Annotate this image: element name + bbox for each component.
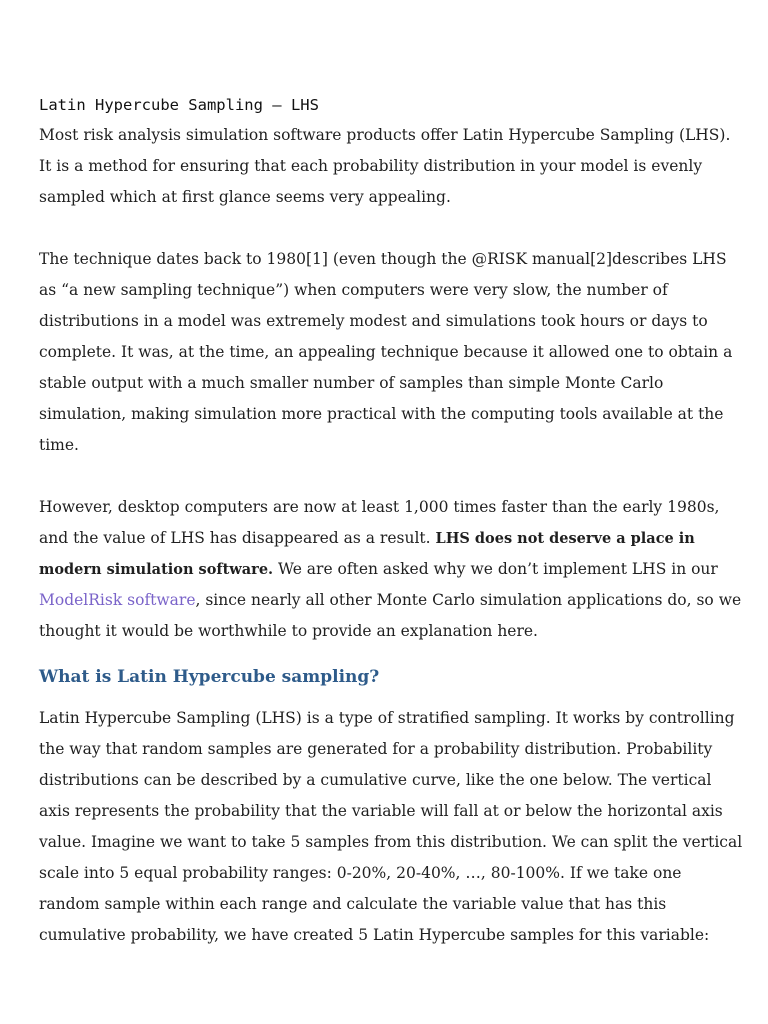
history-paragraph: The technique dates back to 1980[1] (even though the @RISK manual[2]describes LHS as “a new sampling technique”) when computers were very slow, the number of distributions in a model was extremely modest and simulations took hours or days to complete. It was, at the time, an appealing technique because it allowed one to obtain a stable output with a much smaller number of samples than simple Monte Carlo simulation, making simulation more practical with the computing tools available at the time. [39, 250, 733, 454]
section-heading: What is Latin Hypercube sampling? [39, 667, 380, 687]
intro-paragraph: Most risk analysis simulation software products offer Latin Hypercube Sampling (LHS). It is a method for ensuring that each probability distribution in your model is evenly sampled which at first glance seems very appealing. [39, 126, 731, 206]
paragraph3-text-1: However, desktop computers are now at least 1,000 times faster than the early 1980s, and the value of LHS has disappeared as a result. [39, 498, 720, 547]
modern-computers-paragraph [39, 492, 744, 647]
emphasis-statement: LHS does not deserve a place in modern simulation software. [39, 530, 695, 578]
document-title: Latin Hypercube Sampling – LHS [39, 96, 319, 114]
paragraph3-text-2: We are often asked why we don’t implement LHS in our [273, 560, 718, 578]
paragraph3-text-3: , since nearly all other Monte Carlo simulation applications do, so we thought it would be worthwhile to provide an explanation here. [39, 591, 742, 640]
document-page [39, 94, 744, 982]
lhs-explanation-paragraph: Latin Hypercube Sampling (LHS) is a type of stratified sampling. It works by controlling the way that random samples are generated for a probability distribution. Probability distributions can be described by a cumulative curve, like the one below. The vertical axis represents the probability that the variable will fall at or below the horizontal axis value. Imagine we want to take 5 samples from this distribution. We can split the vertical scale into 5 equal probability ranges: 0-20%, 20-40%, …, 80-100%. If we take one random sample within each range and calculate the variable value that has this cumulative probability, we have created 5 Latin Hypercube samples for this variable: [39, 709, 743, 944]
modelrisk-software-link[interactable]: ModelRisk software [39, 591, 196, 609]
